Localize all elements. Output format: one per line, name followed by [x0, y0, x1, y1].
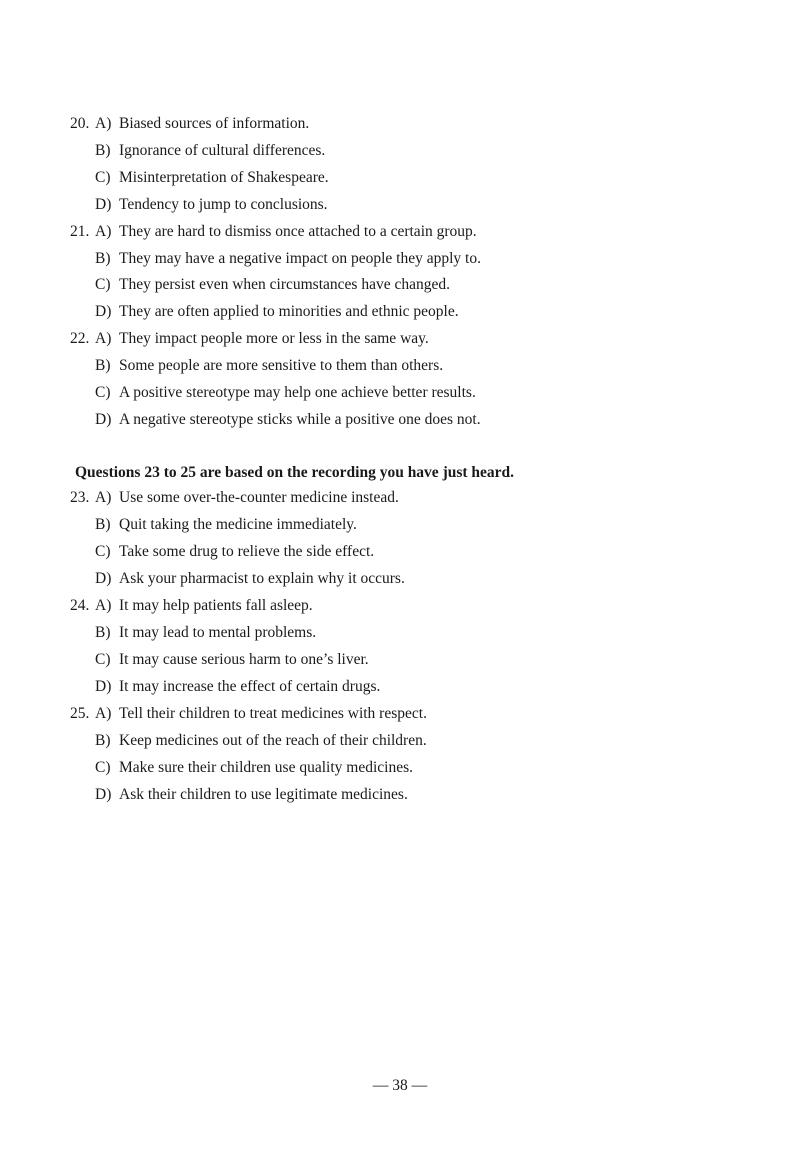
question-number: 24.	[70, 597, 90, 614]
option-letter: D)	[95, 786, 112, 803]
option-content	[95, 410, 481, 430]
option-text: Misinterpretation of Shakespeare.	[119, 168, 329, 186]
option-text: Tendency to jump to conclusions.	[119, 195, 328, 213]
option-text: It may lead to mental problems.	[119, 624, 317, 641]
option-letter: C)	[95, 276, 111, 294]
option-content	[95, 168, 329, 188]
option-letter: A)	[95, 222, 112, 240]
option-content	[95, 596, 313, 616]
option-content	[95, 650, 369, 670]
option-content	[95, 623, 316, 643]
option-letter: B)	[95, 732, 111, 749]
option-content	[95, 731, 427, 751]
option-letter: B)	[95, 249, 111, 267]
option-content	[95, 677, 380, 697]
option-text: Tell their children to treat medicines with respect.	[119, 705, 427, 722]
option-content	[95, 195, 328, 215]
option-letter: B)	[95, 357, 111, 375]
option-letter: A)	[95, 705, 112, 722]
option-text: It may increase the effect of certain drugs.	[119, 678, 381, 695]
option-text: Ask their children to use legitimate medicines.	[119, 786, 408, 803]
option-content	[95, 141, 325, 161]
option-content	[95, 114, 309, 134]
option-text: Make sure their children use quality medicines.	[119, 759, 413, 776]
page-number: — 38 —	[372, 1077, 428, 1094]
option-content	[95, 569, 405, 589]
option-text: Biased sources of information.	[119, 115, 310, 132]
option-text: Ask your pharmacist to explain why it occurs.	[119, 570, 405, 587]
question-number: 22.	[70, 330, 90, 348]
option-letter: C)	[95, 168, 111, 186]
option-letter: C)	[95, 543, 111, 560]
option-text: They may have a negative impact on people they apply to.	[119, 249, 481, 267]
option-letter: B)	[95, 516, 111, 533]
option-content	[95, 785, 408, 805]
question-number: 25.	[70, 705, 90, 722]
option-letter: C)	[95, 759, 111, 776]
option-letter: C)	[95, 384, 111, 401]
option-letter: D)	[95, 678, 112, 695]
option-letter: A)	[95, 330, 112, 348]
option-content	[95, 249, 481, 269]
option-content	[95, 515, 357, 535]
section-heading: Questions 23 to 25 are based on the recording you have just heard.	[75, 464, 515, 481]
option-content	[95, 758, 413, 778]
option-content	[95, 383, 476, 403]
option-content	[95, 222, 477, 242]
option-content	[95, 488, 399, 508]
option-content	[95, 275, 450, 295]
question-number: 21.	[70, 222, 90, 240]
option-text: A negative stereotype sticks while a positive one does not.	[119, 410, 481, 428]
option-text: Ignorance of cultural differences.	[119, 141, 326, 159]
option-content	[95, 302, 459, 322]
option-text: It may help patients fall asleep.	[119, 597, 313, 614]
option-content	[95, 542, 374, 562]
option-text: It may cause serious harm to one’s liver.	[119, 651, 369, 668]
option-letter: D)	[95, 410, 112, 428]
option-text: Some people are more sensitive to them than others.	[119, 357, 444, 375]
option-letter: D)	[95, 570, 112, 587]
option-letter: B)	[95, 141, 111, 159]
option-letter: D)	[95, 303, 112, 321]
option-letter: A)	[95, 597, 112, 614]
option-letter: A)	[95, 489, 112, 506]
option-letter: A)	[95, 115, 112, 132]
option-letter: C)	[95, 651, 111, 668]
option-text: They are hard to dismiss once attached to a certain group.	[119, 222, 477, 240]
option-text: Use some over-the-counter medicine instead.	[119, 489, 399, 506]
option-text: Keep medicines out of the reach of their children.	[119, 732, 427, 749]
option-letter: B)	[95, 624, 111, 641]
question-number: 20.	[70, 115, 90, 132]
option-content	[95, 704, 427, 724]
option-text: They impact people more or less in the same way.	[119, 330, 429, 348]
option-text: Take some drug to relieve the side effect.	[119, 543, 375, 560]
option-text: Quit taking the medicine immediately.	[119, 516, 357, 533]
option-content	[95, 356, 443, 376]
question-number: 23.	[70, 489, 90, 506]
option-text: A positive stereotype may help one achieve better results.	[119, 384, 476, 401]
option-content	[95, 329, 429, 349]
option-text: They persist even when circumstances have changed.	[119, 276, 450, 294]
option-letter: D)	[95, 195, 112, 213]
option-text: They are often applied to minorities and ethnic people.	[119, 303, 459, 321]
